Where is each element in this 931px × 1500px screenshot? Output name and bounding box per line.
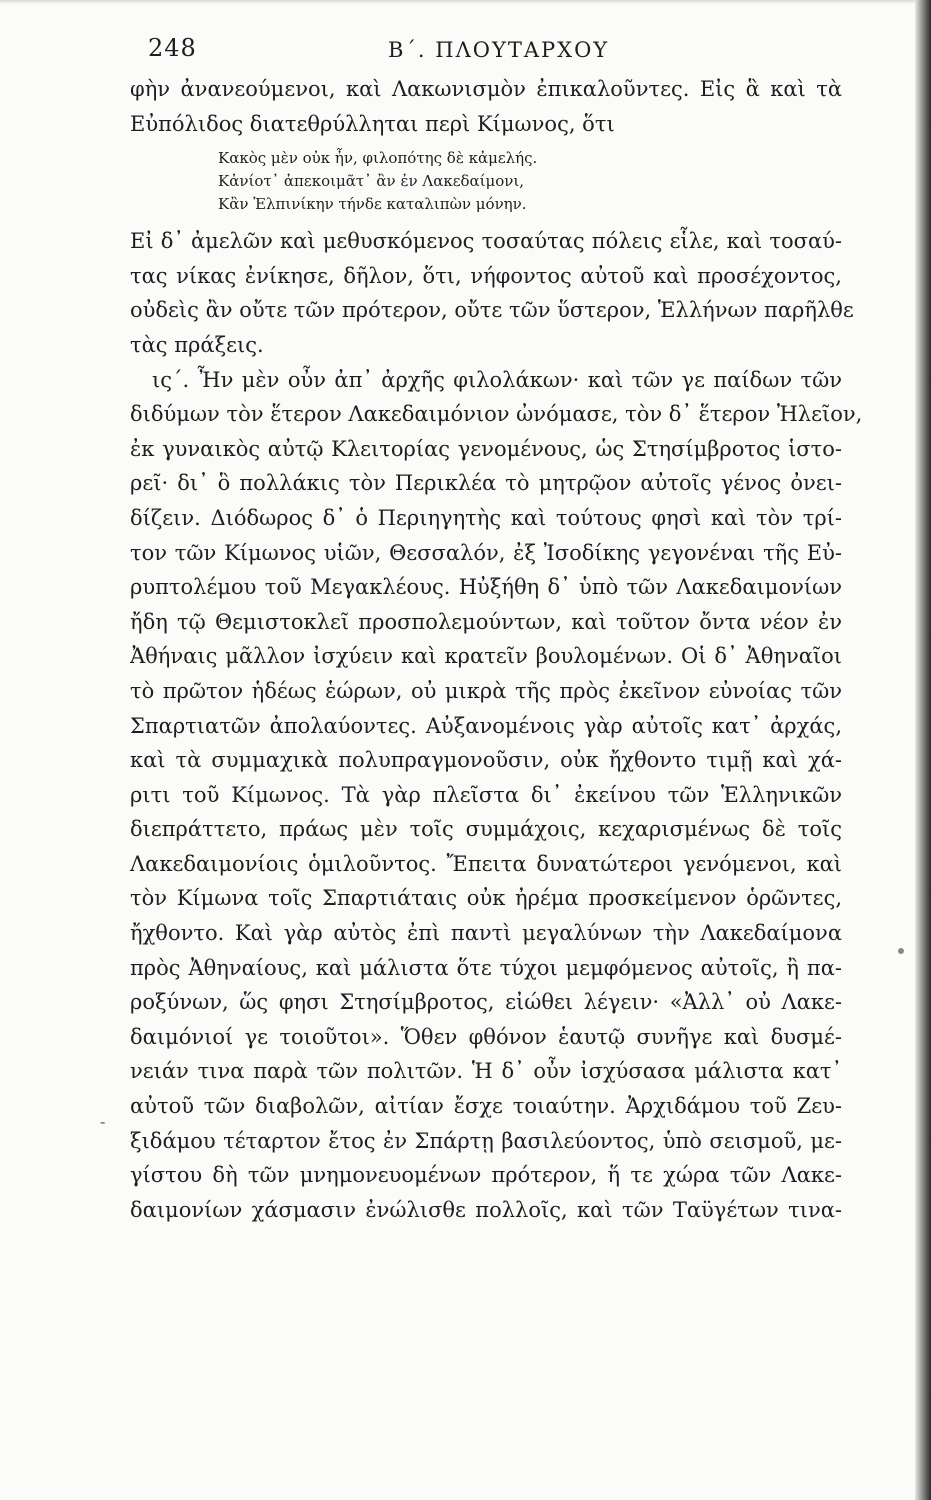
opening-lines — [130, 72, 842, 141]
text-line: γίστου δὴ τῶν μνημονευομένων πρότερον, ἥ τε χώρα τῶν Λακε- — [130, 1163, 842, 1188]
text-line: φὴν ἀνανεούμενοι, καὶ Λακωνισμὸν ἐπικαλοῦντες. Εἰς ἃ καὶ τὰ — [130, 77, 842, 101]
text-line: οὐδεὶς ἂν οὔτε τῶν πρότερον, οὔτε τῶν ὕστερον, Ἑλλήνων παρῆλθε — [130, 298, 854, 323]
running-head: Β΄. ΠΛΟΥΤΑΡΧΟΥ — [388, 38, 610, 62]
page-number: 248 — [148, 34, 197, 62]
text-line: τὰς πράξεις. — [130, 332, 264, 357]
text-line: Λακεδαιμονίοις ὁμιλοῦντος. Ἔπειτα δυνατώτεροι γενόμενοι, καὶ — [130, 851, 842, 876]
text-line: δαιμονίων χάσμασιν ἐνώλισθε πολλοῖς, καὶ τῶν Ταϋγέτων τινα- — [130, 1197, 842, 1222]
text-line: Εἰ δ᾽ ἀμελῶν καὶ μεθυσκόμενος τοσαύτας πόλεις εἷλε, καὶ τοσαύ- — [130, 229, 842, 254]
section-start-line: ις΄. Ἦν μὲν οὖν ἀπ᾽ ἀρχῆς φιλολάκων· καὶ τῶν γε παίδων τῶν — [152, 367, 842, 392]
text-line: δαιμόνιοί γε τοιοῦτοι». Ὅθεν φθόνον ἑαυτῷ συνῆγε καὶ δυσμέ- — [130, 1024, 842, 1049]
page-binding-edge — [915, 0, 931, 1500]
text-line: διεπράττετο, πράως μὲν τοῖς συμμάχοις, κεχαρισμένως δὲ τοῖς — [130, 817, 842, 842]
page-top-edge — [0, 0, 931, 4]
paragraph-2 — [130, 363, 863, 1228]
text-line: διδύμων τὸν ἕτερον Λακεδαιμόνιον ὠνόμασε, τὸν δ᾽ ἕτερον Ἠλεῖον, — [130, 402, 863, 427]
text-line: ριτι τοῦ Κίμωνος. Τὰ γὰρ πλεῖστα δι᾽ ἐκείνου τῶν Ἑλληνικῶν — [130, 782, 842, 807]
text-line: ἤδη τῷ Θεμιστοκλεῖ προσπολεμούντων, καὶ τοῦτον ὄντα νέον ἐν — [130, 609, 842, 634]
text-line: ρυπτολέμου τοῦ Μεγακλέους. Ηὐξήθη δ᾽ ὑπὸ τῶν Λακεδαιμονίων — [130, 575, 842, 600]
text-line: ρεῖ· δι᾽ ὃ πολλάκις τὸν Περικλέα τὸ μητρῷον αὐτοῖς γένος ὀνει- — [130, 471, 842, 496]
text-line: τὸν Κίμωνα τοῖς Σπαρτιάταις οὐκ ἠρέμα προσκείμενον ὁρῶντες, — [130, 886, 842, 911]
text-line: τας νίκας ἐνίκησε, δῆλον, ὅτι, νήφοντος αὐτοῦ καὶ προσέχοντος, — [130, 263, 842, 288]
margin-mark: - — [100, 1112, 106, 1131]
text-line: ξιδάμου τέταρτον ἔτος ἐν Σπάρτῃ βασιλεύοντος, ὑπὸ σεισμοῦ, με- — [130, 1128, 842, 1153]
text-line: Εὐπόλιδος διατεθρύλληται περὶ Κίμωνος, ὅτι — [130, 111, 615, 136]
paragraph-1 — [130, 224, 854, 362]
text-line: ἐκ γυναικὸς αὐτῷ Κλειτορίας γενομένους, ὡς Στησίμβροτος ἱστο- — [130, 436, 842, 461]
text-line: αὐτοῦ τῶν διαβολῶν, αἰτίαν ἔσχε τοιαύτην. Ἀρχιδάμου τοῦ Ζευ- — [130, 1094, 842, 1119]
page-header — [148, 34, 848, 74]
text-line: Σπαρτιατῶν ἀπολαύοντες. Αὐξανομένοις γὰρ αὐτοῖς κατ᾽ ἀρχάς, — [130, 713, 842, 738]
text-line: καὶ τὰ συμμαχικὰ πολυπραγμονοῦσιν, οὐκ ἤχθοντο τιμῇ καὶ χά- — [130, 748, 842, 773]
text-line: Ἀθήναις μᾶλλον ἰσχύειν καὶ κρατεῖν βουλομένων. Οἱ δ᾽ Ἀθηναῖοι — [130, 644, 842, 669]
verse-line: Κακὸς μὲν οὐκ ἦν, φιλοπότης δὲ κἀμελής. — [218, 149, 538, 168]
verse-line: Κἂν Ἐλπινίκην τήνδε καταλιπὼν μόνην. — [218, 195, 527, 214]
body-text — [130, 72, 863, 1227]
text-line: νειάν τινα παρὰ τῶν πολιτῶν. Ἡ δ᾽ οὖν ἰσχύσασα μάλιστα κατ᾽ — [130, 1059, 842, 1084]
text-line: δίζειν. Διόδωρος δ᾽ ὁ Περιηγητὴς καὶ τούτους φησὶ καὶ τὸν τρί- — [130, 505, 842, 530]
verse-quotation — [218, 147, 842, 216]
margin-dot — [898, 948, 904, 954]
text-line: ροξύνων, ὥς φησι Στησίμβροτος, εἰώθει λέγειν· «Ἀλλ᾽ οὐ Λακε- — [130, 990, 842, 1015]
text-line: ἤχθοντο. Καὶ γὰρ αὐτὸς ἐπὶ παντὶ μεγαλύνων τὴν Λακεδαίμονα — [130, 921, 842, 946]
text-line: πρὸς Ἀθηναίους, καὶ μάλιστα ὅτε τύχοι μεμφόμενος αὐτοῖς, ἢ πα- — [130, 955, 842, 980]
verse-line: Κἀνίοτ᾽ ἀπεκοιμᾶτ᾽ ἂν ἐν Λακεδαίμονι, — [218, 172, 525, 191]
text-line: τον τῶν Κίμωνος υἱῶν, Θεσσαλόν, ἐξ Ἰσοδίκης γεγονέναι τῆς Εὐ- — [130, 540, 842, 565]
text-line: τὸ πρῶτον ἡδέως ἑώρων, οὐ μικρὰ τῆς πρὸς ἐκεῖνον εὐνοίας τῶν — [130, 678, 842, 703]
